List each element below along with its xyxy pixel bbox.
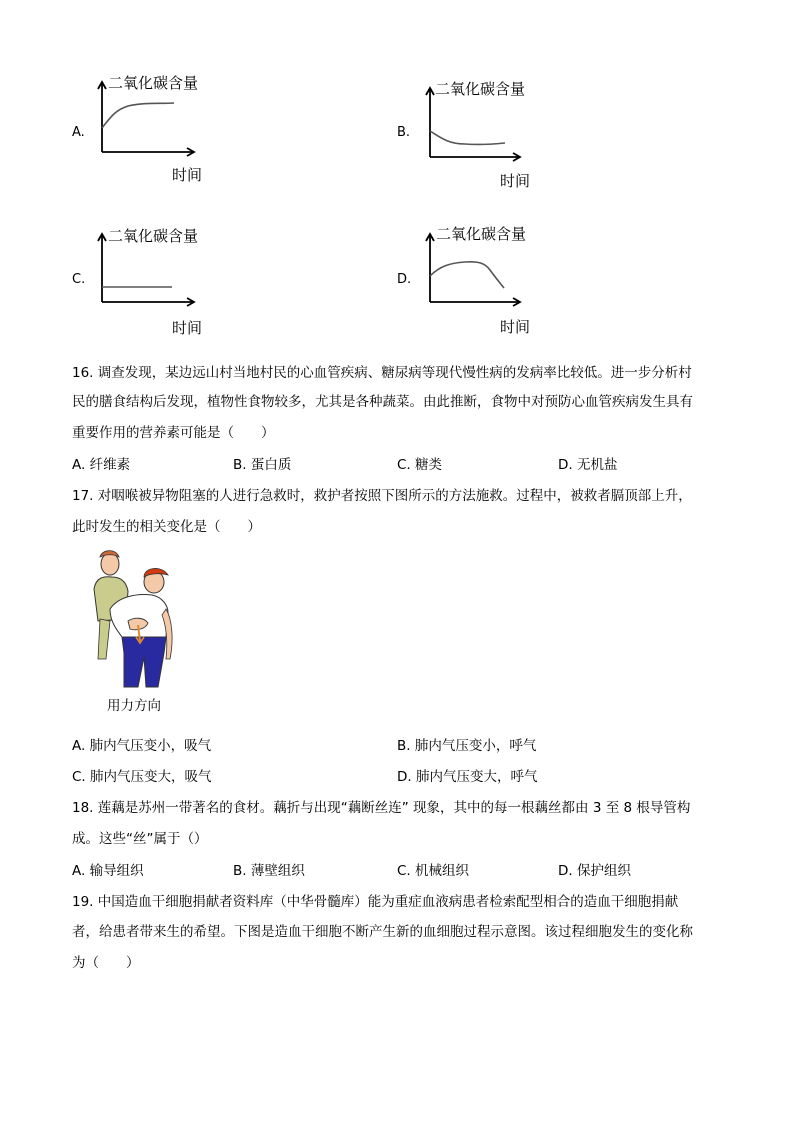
graph-c-letter: C. [72, 272, 86, 287]
question-18-line-1: 18. 莲藕是苏州一带著名的食材。藕折与出现“藕断丝连” 现象，其中的每一根藕丝都由 3 至 8 根导管构 [72, 800, 691, 816]
graph-a-letter: A. [72, 125, 85, 140]
graph-c-xlabel: 时间 [172, 319, 203, 337]
graph-c-ylabel: 二氧化碳含量 [108, 227, 199, 245]
graph-d-xlabel: 时间 [500, 318, 531, 336]
question-18-option-c[interactable]: C. 机械组织 [397, 863, 470, 879]
graph-a-xlabel: 时间 [172, 166, 203, 184]
heimlich-illustration [88, 549, 178, 689]
graph-d-curve [430, 262, 504, 288]
graph-b-letter: B. [397, 125, 411, 140]
question-18-option-d[interactable]: D. 保护组织 [558, 863, 631, 879]
question-19-line-1: 19. 中国造血干细胞捐献者资料库（中华骨髓库）能为重症血液病患者检索配型相合的造血干细胞捐献 [72, 894, 679, 910]
question-17-option-c[interactable]: C. 肺内气压变大，吸气 [72, 769, 212, 785]
question-16-line-1: 16. 调查发现，某边远山村当地村民的心血管疾病、糖尿病等现代慢性病的发病率比较低。进一步分析村 [72, 365, 692, 381]
question-17-line-1: 17. 对咽喉被异物阻塞的人进行急救时，救护者按照下图所示的方法施救。过程中，被救者膈顶部上升， [72, 488, 692, 504]
question-18-option-a[interactable]: A. 输导组织 [72, 863, 144, 879]
question-16-option-b[interactable]: B. 蛋白质 [233, 457, 292, 473]
question-18-option-b[interactable]: B. 薄壁组织 [233, 863, 305, 879]
question-18-line-2: 成。这些“丝”属于（） [72, 831, 208, 847]
question-16-option-a[interactable]: A. 纤维素 [72, 457, 131, 473]
question-19-line-3: 为（ ） [72, 955, 140, 971]
question-16-line-2: 民的膳食结构后发现，植物性食物较多，尤其是各种蔬菜。由此推断，食物中对预防心血管疾病发生具有 [72, 394, 693, 410]
question-17-option-d[interactable]: D. 肺内气压变大，呼气 [397, 769, 538, 785]
graph-b-ylabel: 二氧化碳含量 [435, 80, 526, 98]
graph-a-ylabel: 二氧化碳含量 [108, 74, 199, 92]
heimlich-caption: 用力方向 [107, 698, 161, 714]
graph-d-plot [0, 0, 794, 360]
graph-b-xlabel: 时间 [500, 172, 531, 190]
question-16-option-c[interactable]: C. 糖类 [397, 457, 443, 473]
graph-d-ylabel: 二氧化碳含量 [436, 225, 527, 243]
question-16-option-d[interactable]: D. 无机盐 [558, 457, 618, 473]
question-19-line-2: 者，给患者带来生的希望。下图是造血干细胞不断产生新的血细胞过程示意图。该过程细胞发生的变化称 [72, 924, 693, 940]
graph-d-letter: D. [397, 272, 412, 287]
question-17-line-2: 此时发生的相关变化是（ ） [72, 519, 261, 535]
question-17-option-a[interactable]: A. 肺内气压变小，吸气 [72, 738, 212, 754]
question-16-line-3: 重要作用的营养素可能是（ ） [72, 425, 275, 441]
question-17-option-b[interactable]: B. 肺内气压变小，呼气 [397, 738, 537, 754]
